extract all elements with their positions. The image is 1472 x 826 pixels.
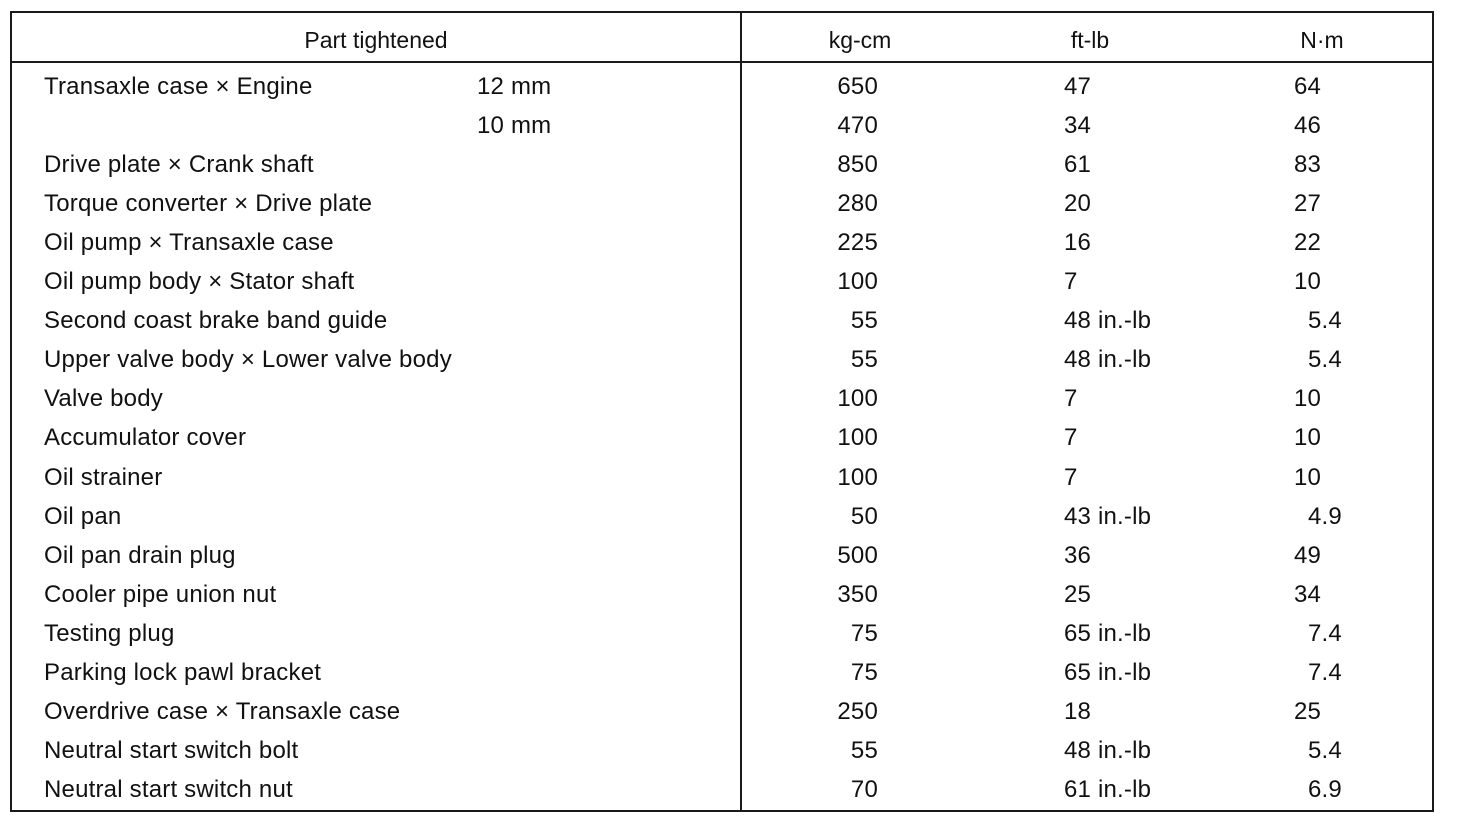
ft-lb-cell: 47 — [1064, 73, 1092, 100]
ft-lb-cell: 36 — [1064, 542, 1092, 569]
ft-lb-cell: 20 — [1064, 190, 1092, 217]
ft-lb-cell: 43 in.-lb — [1064, 503, 1152, 530]
n-m-cell: 49 — [1294, 542, 1322, 569]
part-name-cell: Upper valve body × Lower valve body — [44, 346, 452, 373]
ft-lb-cell: 7 — [1064, 464, 1078, 491]
ft-lb-cell: 34 — [1064, 112, 1092, 139]
part-name-cell: Oil pump body × Stator shaft — [44, 268, 355, 295]
column-divider — [740, 13, 742, 810]
ft-lb-cell: 48 in.-lb — [1064, 307, 1152, 334]
ft-lb-cell: 65 in.-lb — [1064, 620, 1152, 647]
kg-cm-cell: 500 — [837, 542, 878, 569]
n-m-cell: 64 — [1294, 73, 1322, 100]
kg-cm-cell: 470 — [837, 112, 878, 139]
part-name-cell: Neutral start switch bolt — [44, 737, 299, 764]
n-m-cell: 10 — [1294, 268, 1322, 295]
kg-cm-cell: 55 — [850, 307, 878, 334]
header-ft-lb: ft-lb — [1070, 27, 1110, 53]
kg-cm-cell: 55 — [850, 737, 878, 764]
part-name-cell: Testing plug — [44, 620, 175, 647]
header-kg-cm: kg-cm — [828, 27, 892, 53]
n-m-cell: 25 — [1294, 698, 1322, 725]
n-m-cell: 5.4 — [1308, 346, 1342, 373]
part-name-cell: Accumulator cover — [44, 424, 247, 451]
part-name-cell: Overdrive case × Transaxle case — [44, 698, 401, 725]
n-m-cell: 46 — [1294, 112, 1322, 139]
part-name-cell: Oil pump × Transaxle case — [44, 229, 334, 256]
kg-cm-cell: 100 — [837, 385, 878, 412]
ft-lb-cell: 61 in.-lb — [1064, 776, 1152, 803]
n-m-cell: 5.4 — [1308, 737, 1342, 764]
header-divider — [12, 61, 1432, 63]
part-name-cell: Second coast brake band guide — [44, 307, 388, 334]
kg-cm-cell: 850 — [837, 151, 878, 178]
kg-cm-cell: 75 — [850, 659, 878, 686]
kg-cm-cell: 225 — [837, 229, 878, 256]
part-name-cell: Valve body — [44, 385, 163, 412]
n-m-cell: 10 — [1294, 385, 1322, 412]
kg-cm-cell: 100 — [837, 464, 878, 491]
part-name-cell: Oil pan drain plug — [44, 542, 236, 569]
n-m-cell: 6.9 — [1308, 776, 1342, 803]
ft-lb-cell: 65 in.-lb — [1064, 659, 1152, 686]
n-m-cell: 5.4 — [1308, 307, 1342, 334]
ft-lb-cell: 61 — [1064, 151, 1092, 178]
part-name-cell: Torque converter × Drive plate — [44, 190, 373, 217]
kg-cm-cell: 100 — [837, 424, 878, 451]
part-name-cell: Transaxle case × Engine — [44, 73, 313, 100]
part-name-cell: Oil strainer — [44, 464, 163, 491]
kg-cm-cell: 55 — [850, 346, 878, 373]
kg-cm-cell: 100 — [837, 268, 878, 295]
kg-cm-cell: 50 — [850, 503, 878, 530]
n-m-cell: 10 — [1294, 464, 1322, 491]
kg-cm-cell: 70 — [850, 776, 878, 803]
bolt-size-cell: 10 mm — [477, 112, 552, 139]
n-m-cell: 34 — [1294, 581, 1322, 608]
ft-lb-cell: 48 in.-lb — [1064, 346, 1152, 373]
ft-lb-cell: 7 — [1064, 385, 1078, 412]
bolt-size-cell: 12 mm — [477, 73, 552, 100]
n-m-cell: 22 — [1294, 229, 1322, 256]
n-m-cell: 27 — [1294, 190, 1322, 217]
n-m-cell: 10 — [1294, 424, 1322, 451]
ft-lb-cell: 7 — [1064, 268, 1078, 295]
ft-lb-cell: 25 — [1064, 581, 1092, 608]
torque-spec-table — [10, 11, 1434, 812]
n-m-cell: 7.4 — [1308, 659, 1342, 686]
part-name-cell: Cooler pipe union nut — [44, 581, 277, 608]
header-n-m: N·m — [1300, 27, 1344, 53]
part-name-cell: Drive plate × Crank shaft — [44, 151, 314, 178]
n-m-cell: 7.4 — [1308, 620, 1342, 647]
kg-cm-cell: 250 — [837, 698, 878, 725]
ft-lb-cell: 48 in.-lb — [1064, 737, 1152, 764]
kg-cm-cell: 280 — [837, 190, 878, 217]
ft-lb-cell: 7 — [1064, 424, 1078, 451]
ft-lb-cell: 18 — [1064, 698, 1092, 725]
n-m-cell: 4.9 — [1308, 503, 1342, 530]
header-part-tightened: Part tightened — [304, 27, 448, 53]
kg-cm-cell: 75 — [850, 620, 878, 647]
kg-cm-cell: 650 — [837, 73, 878, 100]
part-name-cell: Neutral start switch nut — [44, 776, 293, 803]
ft-lb-cell: 16 — [1064, 229, 1092, 256]
kg-cm-cell: 350 — [837, 581, 878, 608]
part-name-cell: Oil pan — [44, 503, 122, 530]
part-name-cell: Parking lock pawl bracket — [44, 659, 322, 686]
n-m-cell: 83 — [1294, 151, 1322, 178]
